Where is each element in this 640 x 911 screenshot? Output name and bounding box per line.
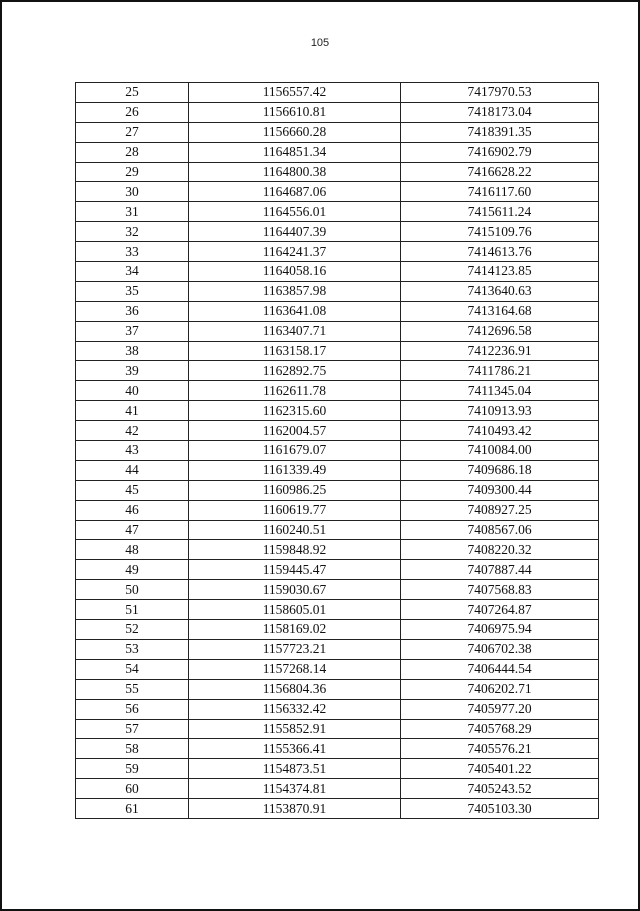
point-number-cell: 50 [76,580,189,600]
y-coordinate-cell: 7412696.58 [401,321,599,341]
table-row [76,779,599,799]
point-number-cell: 41 [76,401,189,421]
table-row [76,341,599,361]
table-row [76,580,599,600]
table-row [76,679,599,699]
x-coordinate-cell: 1156610.81 [189,102,401,122]
table-row [76,659,599,679]
point-number-cell: 53 [76,639,189,659]
y-coordinate-cell: 7407264.87 [401,600,599,620]
x-coordinate-cell: 1161679.07 [189,441,401,461]
x-coordinate-cell: 1164851.34 [189,142,401,162]
y-coordinate-cell: 7414613.76 [401,242,599,262]
point-number-cell: 38 [76,341,189,361]
table-row [76,102,599,122]
point-number-cell: 58 [76,739,189,759]
y-coordinate-cell: 7406202.71 [401,679,599,699]
point-number-cell: 51 [76,600,189,620]
table-row [76,281,599,301]
table-row [76,301,599,321]
x-coordinate-cell: 1164241.37 [189,242,401,262]
x-coordinate-cell: 1159030.67 [189,580,401,600]
x-coordinate-cell: 1164556.01 [189,202,401,222]
y-coordinate-cell: 7405103.30 [401,799,599,819]
table-row [76,441,599,461]
table-row [76,759,599,779]
point-number-cell: 57 [76,719,189,739]
table-row [76,799,599,819]
point-number-cell: 46 [76,500,189,520]
x-coordinate-cell: 1162004.57 [189,421,401,441]
table-row [76,520,599,540]
table-row [76,122,599,142]
x-coordinate-cell: 1154374.81 [189,779,401,799]
point-number-cell: 45 [76,480,189,500]
point-number-cell: 31 [76,202,189,222]
table-row [76,321,599,341]
y-coordinate-cell: 7408927.25 [401,500,599,520]
y-coordinate-cell: 7418391.35 [401,122,599,142]
table-row [76,83,599,103]
table-row [76,242,599,262]
x-coordinate-cell: 1159445.47 [189,560,401,580]
x-coordinate-cell: 1164407.39 [189,222,401,242]
x-coordinate-cell: 1156804.36 [189,679,401,699]
point-number-cell: 30 [76,182,189,202]
y-coordinate-cell: 7406975.94 [401,620,599,640]
table-row [76,162,599,182]
table-row [76,222,599,242]
x-coordinate-cell: 1163158.17 [189,341,401,361]
table-row [76,401,599,421]
x-coordinate-cell: 1164058.16 [189,262,401,282]
y-coordinate-cell: 7415109.76 [401,222,599,242]
y-coordinate-cell: 7405576.21 [401,739,599,759]
point-number-cell: 55 [76,679,189,699]
point-number-cell: 29 [76,162,189,182]
point-number-cell: 49 [76,560,189,580]
point-number-cell: 32 [76,222,189,242]
x-coordinate-cell: 1160986.25 [189,480,401,500]
x-coordinate-cell: 1157268.14 [189,659,401,679]
table-row [76,739,599,759]
y-coordinate-cell: 7411345.04 [401,381,599,401]
table-row [76,262,599,282]
x-coordinate-cell: 1158169.02 [189,620,401,640]
table-row [76,460,599,480]
y-coordinate-cell: 7405768.29 [401,719,599,739]
table-row [76,639,599,659]
point-number-cell: 42 [76,421,189,441]
table-row [76,699,599,719]
x-coordinate-cell: 1155852.91 [189,719,401,739]
y-coordinate-cell: 7405243.52 [401,779,599,799]
point-number-cell: 59 [76,759,189,779]
table-row [76,381,599,401]
y-coordinate-cell: 7409300.44 [401,480,599,500]
point-number-cell: 48 [76,540,189,560]
table-row [76,719,599,739]
point-number-cell: 54 [76,659,189,679]
x-coordinate-cell: 1162892.75 [189,361,401,381]
point-number-cell: 36 [76,301,189,321]
point-number-cell: 47 [76,520,189,540]
y-coordinate-cell: 7410084.00 [401,441,599,461]
point-number-cell: 56 [76,699,189,719]
y-coordinate-cell: 7407568.83 [401,580,599,600]
x-coordinate-cell: 1163407.71 [189,321,401,341]
table-row [76,142,599,162]
x-coordinate-cell: 1164687.06 [189,182,401,202]
table-row [76,560,599,580]
table-row [76,540,599,560]
y-coordinate-cell: 7413640.63 [401,281,599,301]
y-coordinate-cell: 7414123.85 [401,262,599,282]
point-number-cell: 61 [76,799,189,819]
point-number-cell: 39 [76,361,189,381]
y-coordinate-cell: 7411786.21 [401,361,599,381]
x-coordinate-cell: 1164800.38 [189,162,401,182]
point-number-cell: 40 [76,381,189,401]
x-coordinate-cell: 1160619.77 [189,500,401,520]
y-coordinate-cell: 7412236.91 [401,341,599,361]
table-row [76,620,599,640]
table-row [76,182,599,202]
point-number-cell: 34 [76,262,189,282]
y-coordinate-cell: 7405977.20 [401,699,599,719]
x-coordinate-cell: 1163641.08 [189,301,401,321]
table-row [76,421,599,441]
y-coordinate-cell: 7413164.68 [401,301,599,321]
x-coordinate-cell: 1162315.60 [189,401,401,421]
page-number: 105 [310,37,330,49]
y-coordinate-cell: 7418173.04 [401,102,599,122]
y-coordinate-cell: 7408567.06 [401,520,599,540]
x-coordinate-cell: 1156332.42 [189,699,401,719]
point-number-cell: 60 [76,779,189,799]
coordinates-table-body [76,83,599,819]
x-coordinate-cell: 1155366.41 [189,739,401,759]
point-number-cell: 33 [76,242,189,262]
x-coordinate-cell: 1158605.01 [189,600,401,620]
x-coordinate-cell: 1156557.42 [189,83,401,103]
y-coordinate-cell: 7405401.22 [401,759,599,779]
y-coordinate-cell: 7410493.42 [401,421,599,441]
y-coordinate-cell: 7407887.44 [401,560,599,580]
point-number-cell: 52 [76,620,189,640]
x-coordinate-cell: 1153870.91 [189,799,401,819]
x-coordinate-cell: 1154873.51 [189,759,401,779]
point-number-cell: 25 [76,83,189,103]
y-coordinate-cell: 7415611.24 [401,202,599,222]
table-row [76,361,599,381]
point-number-cell: 26 [76,102,189,122]
point-number-cell: 28 [76,142,189,162]
y-coordinate-cell: 7406444.54 [401,659,599,679]
table-row [76,480,599,500]
table-row [76,202,599,222]
point-number-cell: 44 [76,460,189,480]
y-coordinate-cell: 7406702.38 [401,639,599,659]
point-number-cell: 27 [76,122,189,142]
table-row [76,600,599,620]
y-coordinate-cell: 7416902.79 [401,142,599,162]
point-number-cell: 43 [76,441,189,461]
x-coordinate-cell: 1163857.98 [189,281,401,301]
point-number-cell: 35 [76,281,189,301]
y-coordinate-cell: 7409686.18 [401,460,599,480]
x-coordinate-cell: 1162611.78 [189,381,401,401]
point-number-cell: 37 [76,321,189,341]
y-coordinate-cell: 7416628.22 [401,162,599,182]
x-coordinate-cell: 1159848.92 [189,540,401,560]
x-coordinate-cell: 1160240.51 [189,520,401,540]
y-coordinate-cell: 7416117.60 [401,182,599,202]
table-row [76,500,599,520]
y-coordinate-cell: 7417970.53 [401,83,599,103]
x-coordinate-cell: 1156660.28 [189,122,401,142]
x-coordinate-cell: 1157723.21 [189,639,401,659]
x-coordinate-cell: 1161339.49 [189,460,401,480]
y-coordinate-cell: 7410913.93 [401,401,599,421]
y-coordinate-cell: 7408220.32 [401,540,599,560]
coordinates-table [75,82,599,819]
